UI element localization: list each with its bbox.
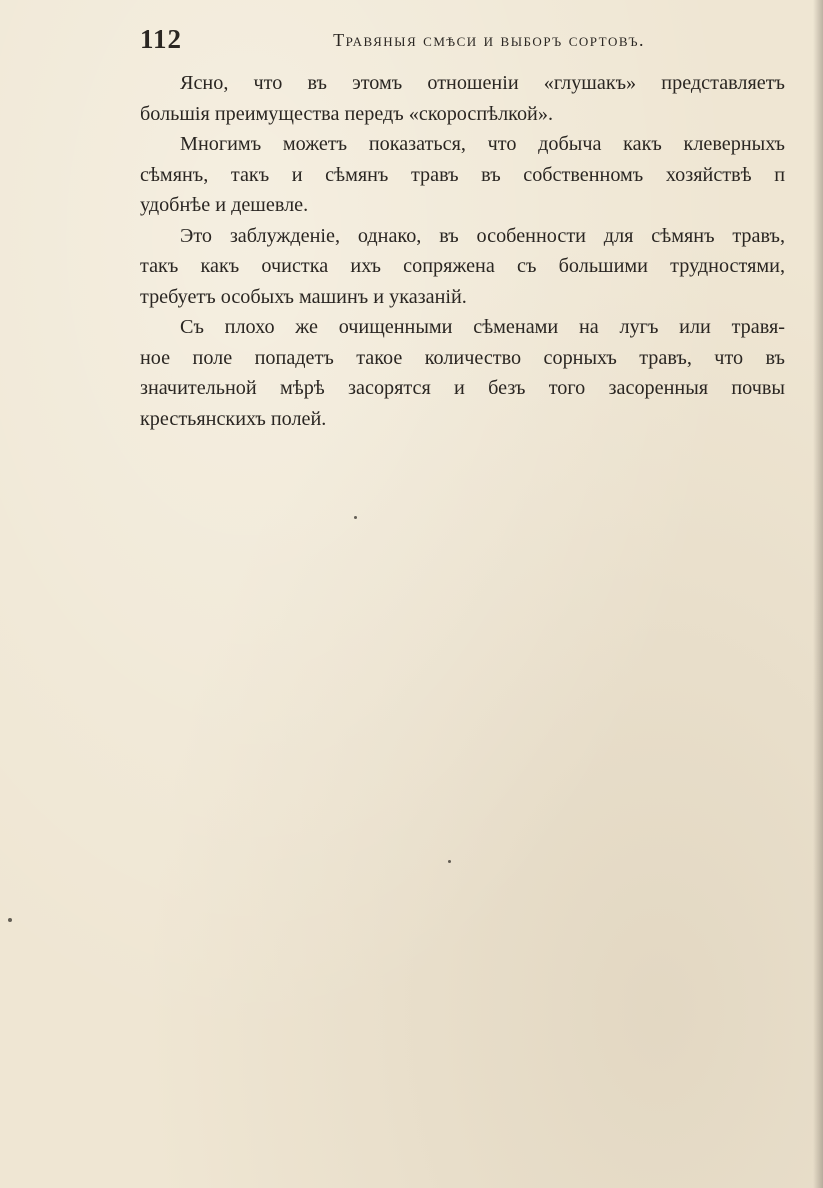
paragraph [140, 129, 785, 221]
page-header [140, 24, 645, 60]
text-line: Ясно, что въ этомъ отношеніи «глушакъ» представляетъ [180, 72, 785, 94]
text-line: сѣмянъ, такъ и сѣмянъ травъ въ собственномъ хозяйствѣ п [140, 163, 785, 186]
text-line: удобнѣе и дешевле. [140, 194, 309, 216]
text-line: Съ плохо же очищенными сѣменами на лугъ или травя- [180, 316, 785, 338]
paragraph [140, 312, 785, 434]
text-line: такъ какъ очистка ихъ сопряжена съ большими трудностями, [140, 255, 785, 277]
page-edge-shadow [813, 0, 823, 1188]
ink-speck [8, 918, 12, 922]
paragraph [140, 68, 785, 129]
page-number: 112 [140, 24, 183, 54]
text-line: Это заблужденіе, однако, въ особенности для сѣмянъ травъ, [180, 224, 785, 247]
text-line: значительной мѣрѣ засорятся и безъ того засоренныя почвы [140, 377, 785, 399]
text-line: ное поле попадетъ такое количество сорныхъ травъ, что въ [140, 346, 785, 369]
ink-speck [354, 516, 357, 519]
running-title: Травяныя смѣси и выборъ сортовъ. [333, 30, 645, 50]
text-line: Многимъ можетъ показаться, что добыча какъ клеверныхъ [180, 133, 785, 155]
paragraph [140, 221, 785, 313]
ink-speck [448, 860, 451, 863]
body-text [140, 68, 785, 434]
text-line: большія преимущества передъ «скороспѣлкой». [140, 102, 554, 125]
text-line: крестьянскихъ полей. [140, 407, 327, 430]
text-line: требуетъ особыхъ машинъ и указаній. [140, 285, 467, 308]
